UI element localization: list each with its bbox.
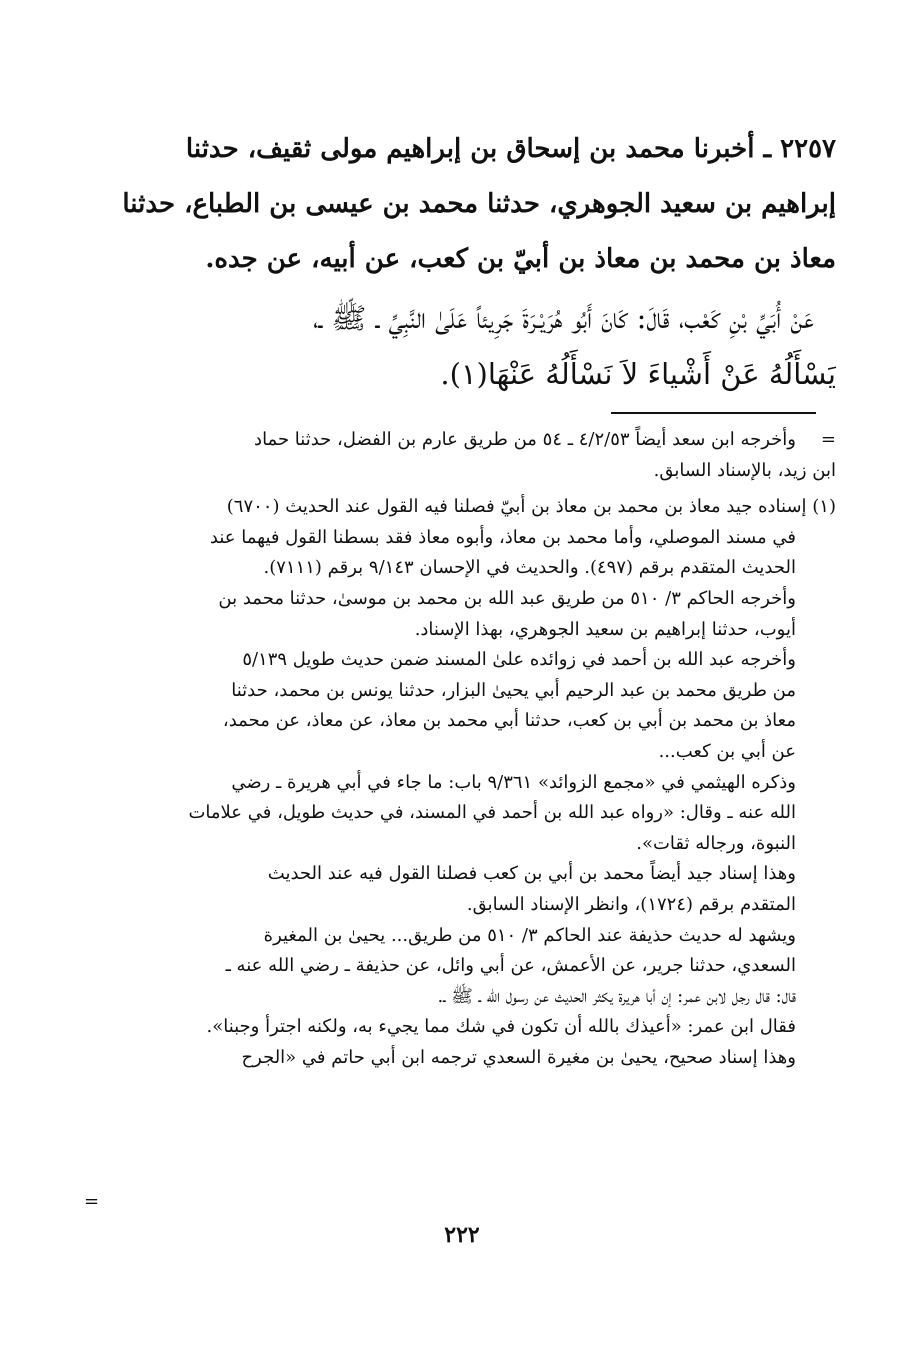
hadith-matn [105,290,836,402]
continuation-mark: = [84,1191,100,1212]
footnote-line: وأخرجه ابن سعد أيضاً ٤/٢/٥٣ ـ ٥٤ من طريق عارم بن الفضل، حدثنا حماد [254,429,796,450]
footnote-paragraph [80,921,836,1013]
footnote-line: النبوة، ورجاله ثقات». [636,832,796,854]
hadith-isnad [105,122,836,287]
footnote-paragraph [80,1043,836,1074]
footnote-line: وهذا إسناد صحيح، يحيىٰ بن مغيرة السعدي ترجمه ابن أبي حاتم في «الجرح [241,1046,796,1068]
footnote-paragraph [80,768,836,860]
footnote-line: فقال ابن عمر: «أعيذك بالله أن تكون في شك مما يجيء به، ولكنه اجترأ وجبنا». [206,1016,796,1038]
footnote-line: السعدي، حدثنا جرير، عن الأعمش، عن أبي وائل، عن حذيفة ـ رضي الله عنه ـ [225,955,796,977]
footnote-line: وأخرجه عبد الله بن أحمد في زوائده علىٰ المسند ضمن حديث طويل ٥/١٣٩ [242,649,796,671]
footnote-line: من طريق محمد بن عبد الرحيم أبي يحيىٰ البزار، حدثنا يونس بن محمد، حدثنا [231,679,796,701]
footnote-line: وذكره الهيثمي في «مجمع الزوائد» ٩/٣٦١ باب: ما جاء في أبي هريرة ـ رضي [231,771,796,793]
footnote-line: أيوب، حدثنا إبراهيم بن سعيد الجوهري، بهذا الإسناد. [414,618,796,640]
footnote-line: في مسند الموصلي، وأما محمد بن معاذ، وأبوه معاذ فقد بسطنا القول فيهما عند [209,526,796,548]
isnad-line: ٢٢٥٧ ـ أخبرنا محمد بن إسحاق بن إبراهيم مولى ثقيف، حدثنا [185,134,836,164]
footnote-paragraph [80,859,836,920]
footnote-line: معاذ بن محمد بن أبي بن كعب، حدثنا أبي محمد بن معاذ، عن معاذ، عن محمد، [222,710,796,732]
footnote-line: (١) إسناده جيد معاذ بن محمد بن معاذ بن أبيّ فصلنا فيه القول عند الحديث (٦٧٠٠) [226,496,836,518]
isnad-line: معاذ بن محمد بن معاذ بن أبيّ بن كعب، عن أبيه، عن جده. [205,244,836,274]
footnote-line: وهذا إسناد جيد أيضاً محمد بن أبي بن كعب فصلنا القول فيه عند الحديث [267,863,796,885]
footnote-line: ابن زيد، بالإسناد السابق. [653,459,836,481]
matn-line: عَنْ أُبَيِّ بْنِ كَعْب، قَالَ: كَانَ أَبُو هُرَيْـرَةَ جَرِيئاً عَلَىٰ النَّبِيِّ ـ ﷺ ـ، [313,301,814,335]
footnote-paragraph [80,492,836,584]
footnote-line: المتقدم برقم (١٧٢٤)، وانظر الإسناد السابق. [466,893,796,915]
footnotes [80,425,836,1073]
footnote-line: الحديث المتقدم برقم (٤٩٧). والحديث في الإحسان ٩/١٤٣ برقم (٧١١١). [263,557,796,579]
matn-line: يَسْأَلُهُ عَنْ أَشْياءَ لاَ نَسْأَلُهُ عَنْهَا(١). [440,357,836,391]
footnote-line: ويشهد له حديث حذيفة عند الحاكم ٣/ ٥١٠ من طريق... يحيىٰ بن المغيرة [263,924,796,946]
footnote-paragraph [80,1012,836,1043]
isnad-line: إبراهيم بن سعيد الجوهري، حدثنا محمد بن عيسى بن الطباع، حدثنا [122,189,836,219]
footnote-paragraph [80,645,836,767]
page-number: ٢٢٢ [444,1222,480,1248]
footnote-line: وأخرجه الحاكم ٣/ ٥١٠ من طريق عبد الله بن محمد بن موسىٰ، حدثنا محمد بن [218,587,796,609]
footnote-separator [611,412,816,414]
footnote-line: الله عنه ـ وقال: «رواه عبد الله بن أحمد في المسند، في حديث طويل، في علامات [188,802,796,824]
footnote-line: عن أبي بن كعب... [658,740,796,762]
footnote-paragraph [80,584,836,645]
footnote-line: قال: قال رجل لابن عمر: إن أبا هريرة يكثر الحديث عن رسول الله ـ ﷺ ـ. [437,985,796,1007]
continuation-mark: = [820,429,836,450]
